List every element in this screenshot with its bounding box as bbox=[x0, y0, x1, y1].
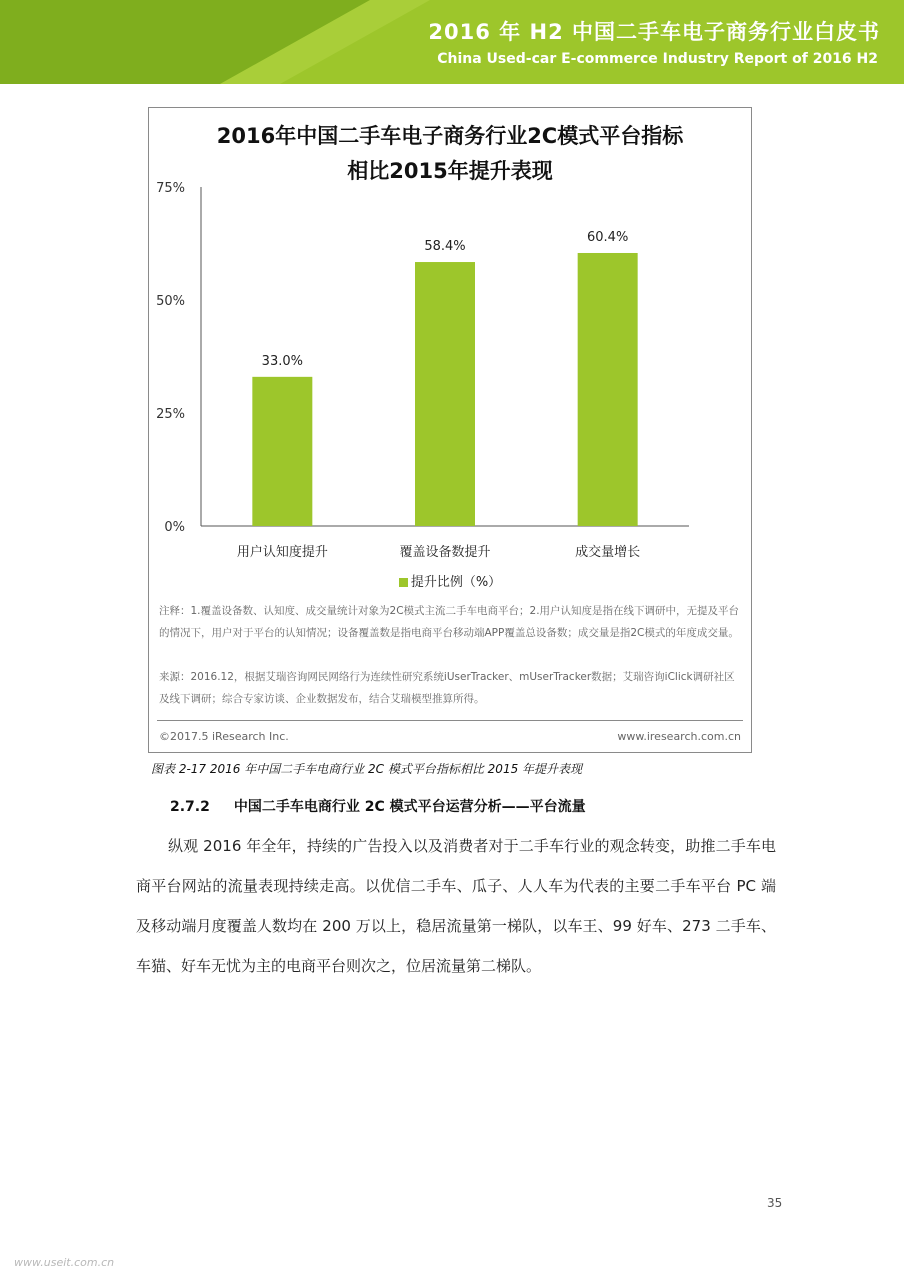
section-number: 2.7.2 bbox=[170, 799, 210, 815]
chart-title-line-1: 2016年中国二手车电子商务行业2C模式平台指标 bbox=[216, 124, 684, 148]
chart-title-line-2: 相比2015年提升表现 bbox=[347, 159, 553, 183]
figure-divider bbox=[157, 720, 743, 721]
chart-note: 注释：1.覆盖设备数、认知度、成交量统计对象为2C模式主流二手车电商平台；2.用户认知度是指在线下调研中，无提及平台的情况下，用户对于平台的认知情况；设备覆盖数是指电商平台移动端APP覆盖总设备数；成交量是指2C模式的年度成交量。 bbox=[159, 605, 740, 639]
legend-swatch bbox=[399, 578, 408, 587]
bar-3 bbox=[578, 253, 638, 526]
page-number: 35 bbox=[767, 1196, 783, 1210]
bar-2 bbox=[415, 262, 475, 526]
x-tick-label: 用户认知度提升 bbox=[236, 545, 328, 560]
y-tick-label: 50% bbox=[156, 294, 185, 309]
figure-copyright: ©2017.5 iResearch Inc. bbox=[159, 730, 289, 743]
watermark-text: www.useit.com.cn bbox=[14, 1256, 115, 1269]
y-tick-label: 25% bbox=[156, 407, 185, 422]
data-label: 58.4% bbox=[424, 239, 466, 255]
body-paragraph: 纵观 2016 年全年，持续的广告投入以及消费者对于二手车行业的观念转变，助推二手车电商平台网站的流量表现持续走高。以优信二手车、瓜子、人人车为代表的主要二手车平台 PC 端及移动端月度覆盖人数均在 200 万以上，稳居流量第一梯队，以车王、99 好车、273 二手车、车猫、好车无忧为主的电商平台则次之，位居流量第二梯队。 bbox=[136, 837, 776, 975]
figure-site: www.iresearch.com.cn bbox=[617, 730, 741, 743]
bar-chart bbox=[149, 108, 751, 568]
x-tick-label: 覆盖设备数提升 bbox=[399, 545, 491, 560]
data-label: 60.4% bbox=[587, 229, 629, 245]
chart-source: 来源：2016.12，根据艾瑞咨询网民网络行为连续性研究系统iUserTracker、mUserTracker数据；艾瑞咨询iClick调研社区及线下调研；综合专家访谈、企业数据发布，结合艾瑞模型推算所得。 bbox=[159, 671, 735, 705]
report-subtitle: China Used-car E-commerce Industry Report of 2016 H2 bbox=[437, 51, 878, 67]
data-label: 33.0% bbox=[261, 353, 303, 369]
figure-caption: 图表 2-17 2016 年中国二手车电商行业 2C 模式平台指标相比 2015 年提升表现 bbox=[151, 762, 583, 776]
y-tick-label: 0% bbox=[164, 520, 185, 535]
y-tick-label: 75% bbox=[156, 181, 185, 196]
legend-label: 提升比例（%） bbox=[410, 575, 502, 590]
section-title: 中国二手车电商行业 2C 模式平台运营分析——平台流量 bbox=[233, 799, 586, 815]
x-tick-label: 成交量增长 bbox=[575, 545, 641, 560]
chart-legend bbox=[149, 571, 751, 590]
bar-1 bbox=[252, 377, 312, 526]
section-heading bbox=[170, 796, 586, 816]
page-header bbox=[0, 0, 904, 84]
report-title: 2016 年 H2 中国二手车电子商务行业白皮书 bbox=[428, 20, 880, 44]
chart-figure bbox=[148, 107, 752, 753]
